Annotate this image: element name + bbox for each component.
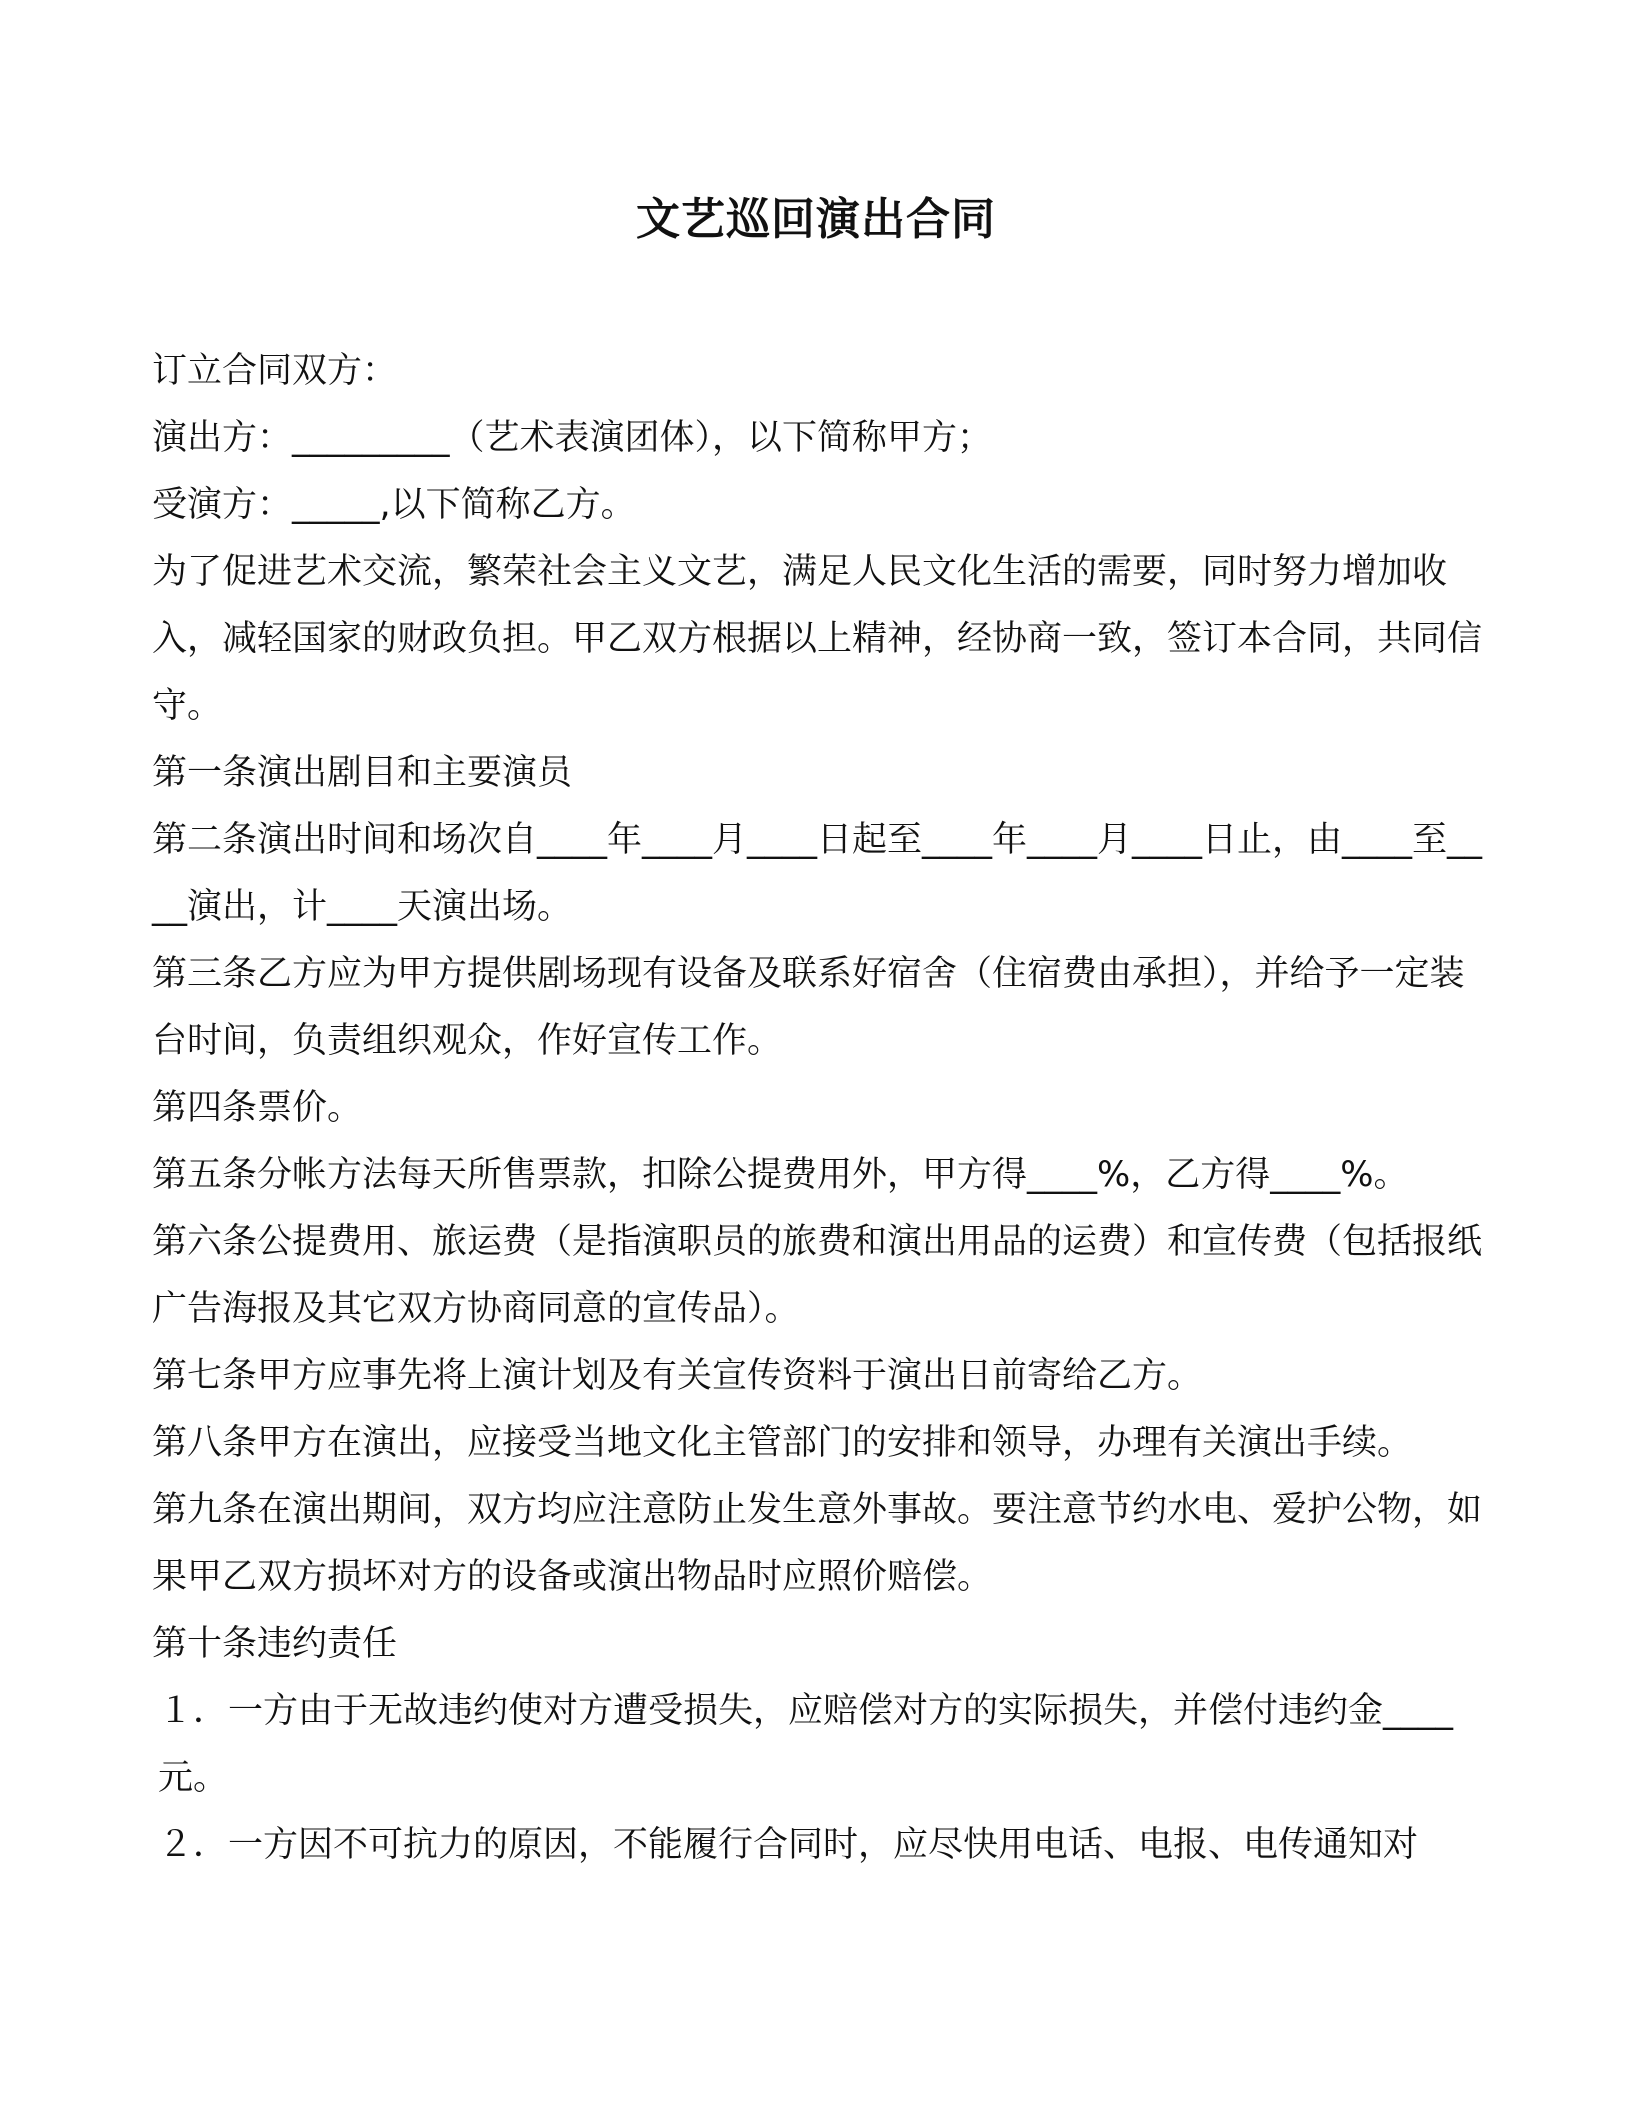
paragraph-parties-heading: 订立合同双方： [152, 351, 398, 391]
document-title: 文艺巡回演出合同 [636, 194, 996, 245]
clause-9: 第九条在演出期间，双方均应注意防止发生意外事故。要注意节约水电、爱护公物，如果甲乙双方损坏对方的设备或演出物品时应照价赔偿。 [152, 1490, 1483, 1597]
paragraph-party-b: 受演方：_____,以下简称乙方。 [152, 485, 636, 525]
paragraph-preamble: 为了促进艺术交流，繁荣社会主义文艺，满足人民文化生活的需要，同时努力增加收入，减轻国家的财政负担。甲乙双方根据以上精神，经协商一致，签订本合同，共同信守。 [152, 552, 1483, 726]
clause-1: 第一条演出剧目和主要演员 [152, 753, 573, 793]
clause-10-item-1: １．一方由于无故违约使对方遭受损失，应赔偿对方的实际损失，并偿付违约金____元。 [158, 1691, 1454, 1798]
clause-10-item-2: ２．一方因不可抗力的原因，不能履行合同时，应尽快用电话、电报、电传通知对 [158, 1825, 1419, 1865]
paragraph-party-a: 演出方：_________（艺术表演团体），以下简称甲方； [152, 418, 993, 458]
document-body [152, 338, 1482, 1879]
clause-3: 第三条乙方应为甲方提供剧场现有设备及联系好宿舍（住宿费由承担），并给予一定装台时间，负责组织观众，作好宣传工作。 [152, 954, 1465, 1061]
clause-8: 第八条甲方在演出，应接受当地文化主管部门的安排和领导，办理有关演出手续。 [152, 1423, 1413, 1463]
clause-5: 第五条分帐方法每天所售票款，扣除公提费用外，甲方得____%，乙方得____%。 [152, 1155, 1409, 1195]
clause-4: 第四条票价。 [152, 1088, 363, 1128]
clause-2: 第二条演出时间和场次自____年____月____日起至____年____月____日止，由____至____演出，计____天演出场。 [152, 820, 1483, 927]
clause-10: 第十条违约责任 [152, 1624, 398, 1664]
clause-6: 第六条公提费用、旅运费（是指演职员的旅费和演出用品的运费）和宣传费（包括报纸广告海报及其它双方协商同意的宣传品）。 [152, 1222, 1483, 1329]
clause-7: 第七条甲方应事先将上演计划及有关宣传资料于演出日前寄给乙方。 [152, 1356, 1203, 1396]
